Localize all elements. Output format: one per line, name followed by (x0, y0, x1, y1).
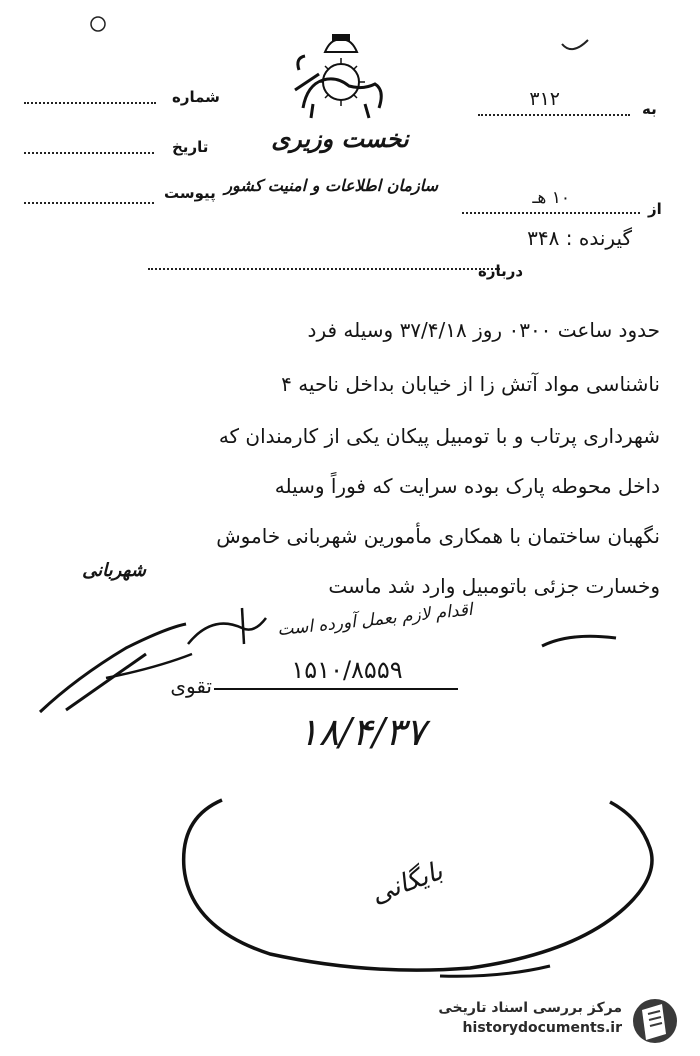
recipient-line: گیرنده : ۳۴۸ (527, 226, 632, 250)
signer-name: تقوی (170, 674, 212, 698)
archive-logo-icon (630, 996, 680, 1046)
code-number: ۱۵۱۰/۸۵۵۹ (291, 656, 403, 684)
body-line-6: وخسارت جزئی باتومبیل وارد شد ماست (328, 574, 660, 598)
to-value: ۳۱۲ (529, 88, 560, 110)
letterhead-line-1: نخست وزیری (271, 124, 409, 153)
from-value: ۱۰ هـ (532, 188, 570, 208)
to-dotted-line (478, 114, 630, 116)
body-line-2: ناشناسی مواد آتش زا از خیابان بداخل ناحیه ۴ (281, 372, 660, 396)
subject-dotted-line (148, 268, 500, 270)
attachment-dotted-line (24, 202, 154, 204)
initials-mark (182, 604, 272, 664)
corner-mark (84, 8, 124, 48)
subject-label: درباره (478, 262, 524, 280)
body-line-5: نگهبان ساختمان با همکاری مأمورین شهربانی خاموش (216, 524, 660, 548)
number-dotted-line (24, 102, 156, 104)
watermark-org-name: مرکز بررسی اسناد تاریخی (438, 1000, 622, 1016)
body-line-4: داخل محوطه پارک بوده سرایت که فوراً وسیله (274, 474, 660, 498)
bottom-note: بایگانی (367, 856, 447, 910)
date-label: تاریخ (172, 138, 209, 156)
strikethrough-mark (540, 628, 620, 658)
body-line-3: شهرداری پرتاب و با تومبیل پیکان یکی از کارمندان که (218, 424, 660, 448)
to-label: به (642, 100, 657, 118)
corner-mark-right (558, 26, 598, 66)
signature-scribble-left (36, 618, 196, 718)
body-line-1: حدود ساعت ۰۳۰۰ روز ۳۷/۴/۱۸ وسیله فرد (307, 318, 660, 342)
handwritten-note: اقدام لازم بعمل آورده است (276, 599, 474, 641)
code-underline (214, 688, 458, 690)
lion-and-sun-emblem-icon (285, 30, 395, 120)
from-dotted-line (462, 212, 640, 214)
letterhead-line-2: سازمان اطلاعات و امنیت کشور (224, 176, 438, 195)
date-dotted-line (24, 152, 154, 154)
number-label: شماره (172, 88, 220, 106)
handwritten-date: ۱۸/۴/۳۷ (298, 710, 426, 754)
handwritten-insert: شهربانی (82, 560, 146, 581)
watermark-url: historydocuments.ir (462, 1020, 622, 1036)
attachment-label: پیوست (164, 184, 216, 202)
from-label: از (648, 200, 662, 218)
